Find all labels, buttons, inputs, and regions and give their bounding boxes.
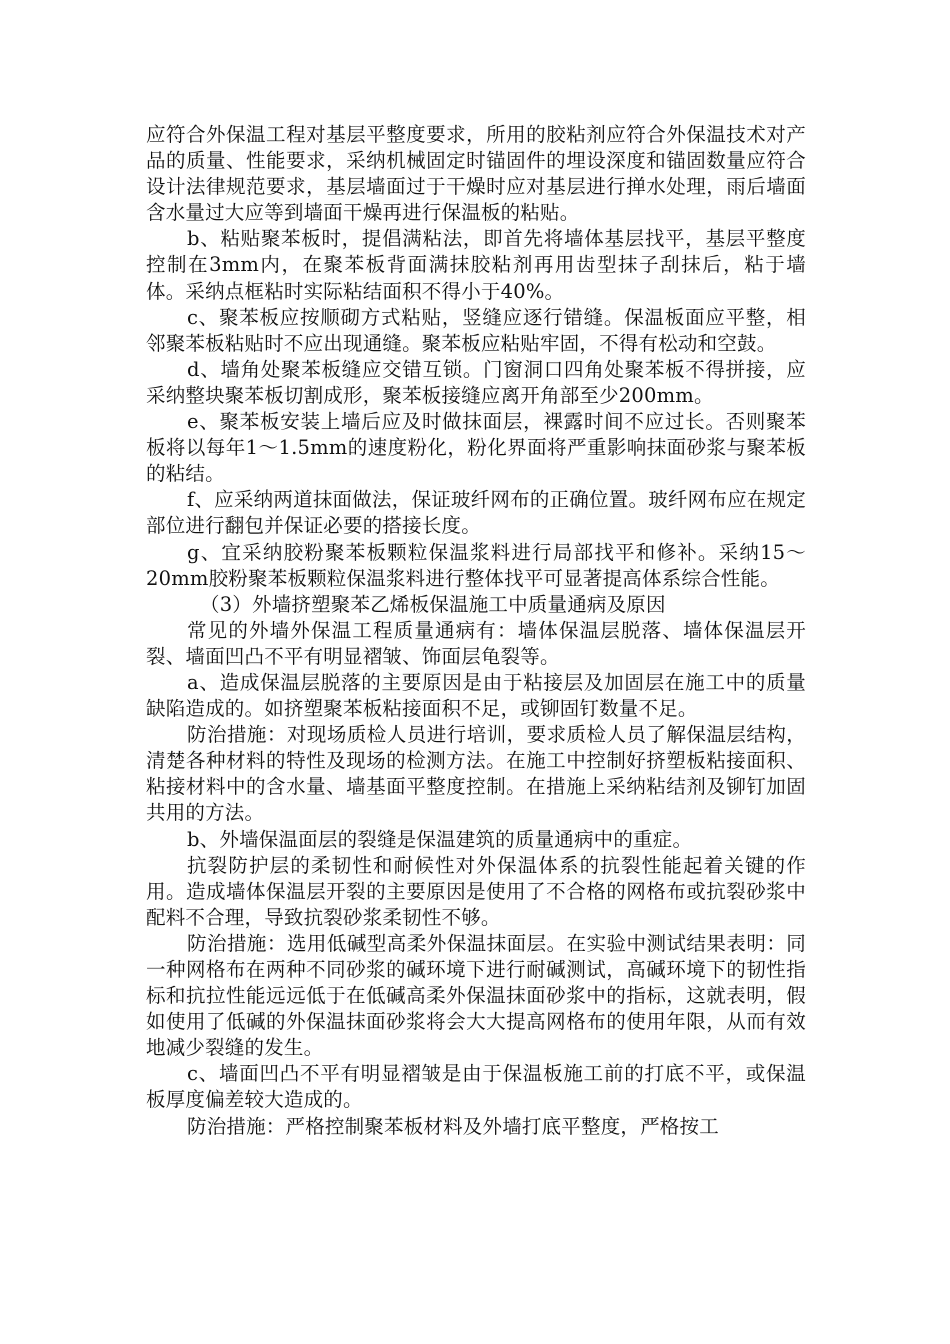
paragraph-measures-c: 防治措施：严格控制聚苯板材料及外墙打底平整度，严格按工 bbox=[187, 1114, 719, 1138]
paragraph-defect-c: c、墙面凹凸不平有明显褶皱是由于保温板施工前的打底不平，或保温板厚度偏差较大造成的。 bbox=[146, 1062, 806, 1112]
paragraph-defect-b: b、外墙保温面层的裂缝是保温建筑的质量通病中的重症。 bbox=[187, 827, 693, 851]
paragraph-measures-a: 防治措施：对现场质检人员进行培训，要求质检人员了解保温层结构，清楚各种材料的特性及现场的检测方法。在施工中控制好挤塑板粘接面积、粘接材料中的含水量、墙基面平整度控制。在措施上采纳粘结剂及铆钉加固共用的方法。 bbox=[146, 723, 806, 825]
paragraph-item-b: b、粘贴聚苯板时，提倡满粘法，即首先将墙体基层找平，基层平整度控制在3mm内，在聚苯板背面满抹胶粘剂再用齿型抹子刮抹后，粘于墙体。采纳点框粘时实际粘结面积不得小于40%。 bbox=[146, 227, 806, 303]
paragraph-defect-a: a、造成保温层脱落的主要原因是由于粘接层及加固层在施工中的质量缺陷造成的。如挤塑聚苯板粘接面积不足，或铆固钉数量不足。 bbox=[146, 670, 806, 721]
paragraph-item-e: e、聚苯板安装上墙后应及时做抹面层，裸露时间不应过长。否则聚苯板将以每年1～1.5mm的速度粉化，粉化界面将严重影响抹面砂浆与聚苯板的粘结。 bbox=[146, 410, 806, 486]
paragraph-continuation: 应符合外保温工程对基层平整度要求，所用的胶粘剂应符合外保温技术对产品的质量、性能要求，采纳机械固定时锚固件的埋设深度和锚固数量应符合设计法律规范要求，基层墙面过于干燥时应对基层进行掸水处理，雨后墙面含水量过大应等到墙面干燥再进行保温板的粘贴。 bbox=[146, 123, 806, 225]
paragraph-item-d: d、墙角处聚苯板缝应交错互锁。门窗洞口四角处聚苯板不得拼接，应采纳整块聚苯板切割成形，聚苯板接缝应离开角部至少200mm。 bbox=[146, 357, 806, 407]
paragraph-common-defects: 常见的外墙外保温工程质量通病有：墙体保温层脱落、墙体保温层开裂、墙面凹凸不平有明显褶皱、饰面层龟裂等。 bbox=[146, 618, 806, 668]
paragraph-item-g: g、宜采纳胶粉聚苯板颗粒保温浆料进行局部找平和修补。采纳15～20mm胶粉聚苯板颗粒保温浆料进行整体找平可显著提高体系综合性能。 bbox=[146, 540, 806, 590]
paragraph-item-f: f、应采纳两道抹面做法，保证玻纤网布的正确位置。玻纤网布应在规定部位进行翻包并保证必要的搭接长度。 bbox=[146, 488, 806, 538]
paragraph-crack-cause: 抗裂防护层的柔韧性和耐候性对外保温体系的抗裂性能起着关键的作用。造成墙体保温层开裂的主要原因是使用了不合格的网格布或抗裂砂浆中配料不合理，导致抗裂砂浆柔韧性不够。 bbox=[146, 853, 806, 929]
paragraph-item-c: c、聚苯板应按顺砌方式粘贴，竖缝应逐行错缝。保温板面应平整，相邻聚苯板粘贴时不应出现通缝。聚苯板应粘贴牢固，不得有松动和空鼓。 bbox=[146, 305, 806, 355]
paragraph-measures-b: 防治措施：选用低碱型高柔外保温抹面层。在实验中测试结果表明：同一种网格布在两种不同砂浆的碱环境下进行耐碱测试，高碱环境下的韧性指标和抗拉性能远远低于在低碱高柔外保温抹面砂浆中的指标，这就表明，假如使用了低碱的外保温抹面砂浆将会大大提高网格布的使用年限，从而有效地减少裂缝的发生。 bbox=[146, 931, 806, 1060]
body-text bbox=[146, 122, 806, 1140]
section-heading: （3）外墙挤塑聚苯乙烯板保温施工中质量通病及原因 bbox=[200, 592, 666, 616]
